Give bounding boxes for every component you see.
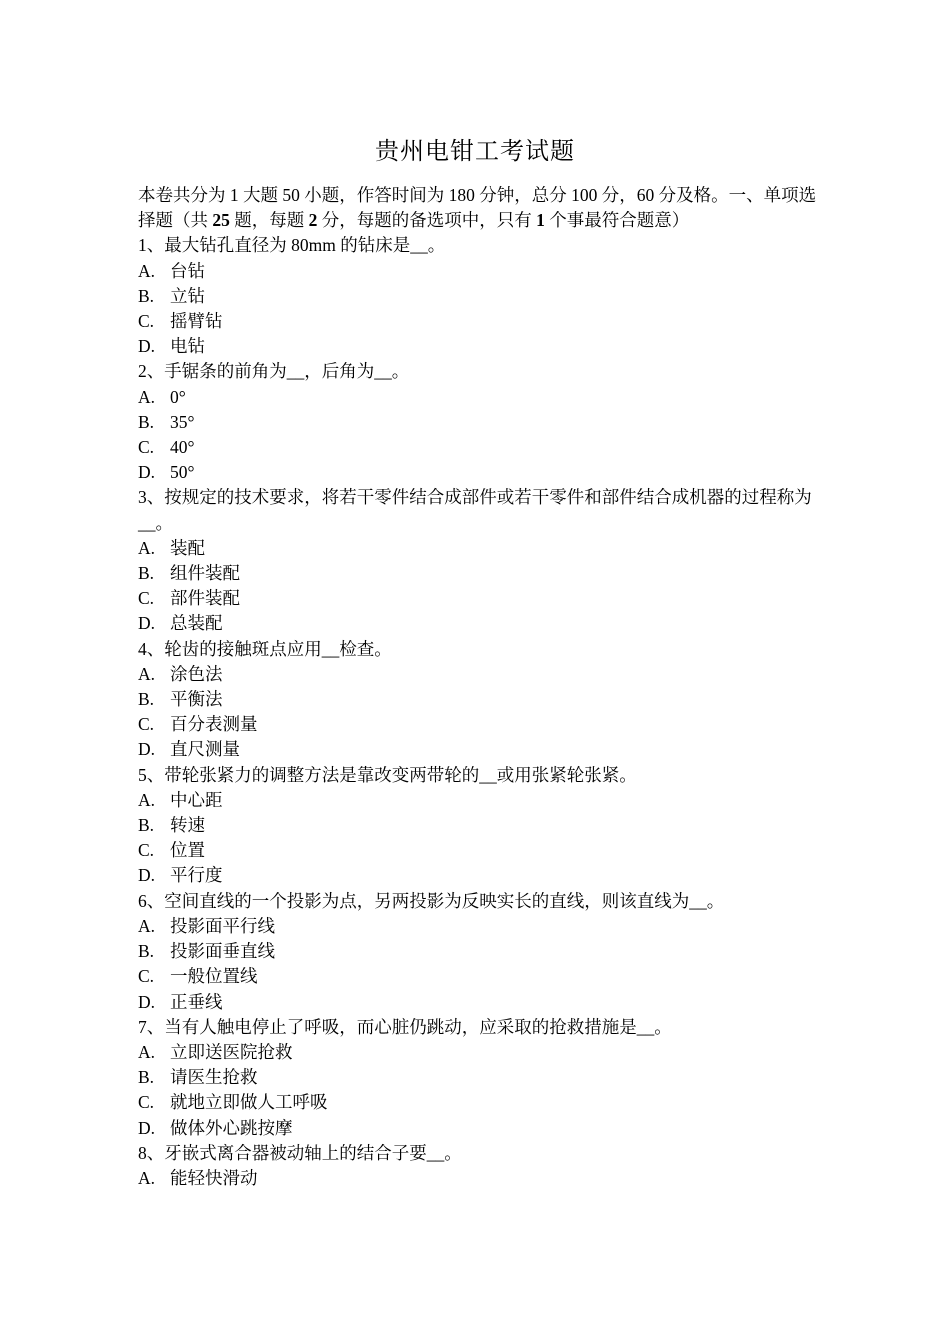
option-text: 组件装配 (170, 563, 240, 584)
question-block (138, 889, 818, 1015)
document-body (138, 183, 818, 1191)
option-letter: B. (138, 689, 155, 710)
option-text: 部件装配 (170, 588, 240, 609)
question-block (138, 233, 818, 359)
answer-option (138, 1116, 818, 1141)
answer-option (138, 1090, 818, 1115)
option-letter: D. (138, 991, 156, 1012)
option-text: 立钻 (170, 285, 205, 306)
option-text: 摇臂钻 (170, 311, 223, 332)
option-text: 立即送医院抢救 (170, 1041, 293, 1062)
question-block (138, 359, 818, 485)
answer-option (138, 914, 818, 939)
option-text: 0° (170, 386, 186, 407)
answer-option (138, 838, 818, 863)
answer-option (138, 586, 818, 611)
question-text: 8、牙嵌式离合器被动轴上的结合子要__。 (138, 1142, 462, 1163)
option-letter: C. (138, 966, 155, 987)
option-letter: B. (138, 563, 155, 584)
answer-option (138, 435, 818, 460)
intro-text-3: 分，每题的备选项中，只有 (317, 210, 537, 231)
intro-text-1: 本卷共分为 1 大题 50 小题，作答时间为 180 分钟，总分 100 分，60 分及格。一、单项选择题（共 (138, 185, 817, 231)
option-letter: A. (138, 537, 156, 558)
answer-option (138, 813, 818, 838)
option-letter: D. (138, 1117, 156, 1138)
answer-option (138, 788, 818, 813)
option-text: 平衡法 (170, 689, 223, 710)
question-block (138, 637, 818, 763)
answer-option (138, 460, 818, 485)
option-letter: B. (138, 285, 155, 306)
answer-option (138, 385, 818, 410)
question-text: 4、轮齿的接触斑点应用__检查。 (138, 638, 392, 659)
option-letter: D. (138, 336, 156, 357)
option-letter: C. (138, 714, 155, 735)
answer-option (138, 990, 818, 1015)
answer-option (138, 964, 818, 989)
exam-instructions (138, 183, 818, 233)
option-letter: C. (138, 588, 155, 609)
option-text: 平行度 (170, 865, 223, 886)
question-score: 2 (308, 210, 318, 231)
correct-option-count: 1 (536, 210, 545, 231)
option-text: 涂色法 (170, 663, 223, 684)
option-text: 做体外心跳按摩 (170, 1117, 293, 1138)
question-text: 2、手锯条的前角为__，后角为__。 (138, 361, 410, 382)
option-letter: C. (138, 437, 155, 458)
option-text: 直尺测量 (170, 739, 240, 760)
option-letter: C. (138, 840, 155, 861)
option-text: 百分表测量 (170, 714, 258, 735)
option-letter: A. (138, 1041, 156, 1062)
answer-option (138, 334, 818, 359)
option-letter: A. (138, 386, 156, 407)
answer-option (138, 712, 818, 737)
question-text: 5、带轮张紧力的调整方法是靠改变两带轮的__或用张紧轮张紧。 (138, 764, 637, 785)
answer-option (138, 536, 818, 561)
option-text: 投影面平行线 (170, 915, 275, 936)
answer-option (138, 284, 818, 309)
option-letter: D. (138, 462, 156, 483)
option-text: 中心距 (170, 789, 223, 810)
option-text: 电钻 (170, 336, 205, 357)
answer-option (138, 259, 818, 284)
option-letter: D. (138, 739, 156, 760)
question-text: 1、最大钻孔直径为 80mm 的钻床是__。 (138, 235, 446, 256)
option-letter: A. (138, 1167, 156, 1188)
answer-option (138, 309, 818, 334)
option-text: 转速 (170, 815, 205, 836)
answer-option (138, 1040, 818, 1065)
option-text: 就地立即做人工呼吸 (170, 1092, 328, 1113)
question-block (138, 763, 818, 889)
question-block (138, 1141, 818, 1191)
option-letter: A. (138, 663, 156, 684)
question-block (138, 1015, 818, 1141)
answer-option (138, 687, 818, 712)
answer-option (138, 1166, 818, 1191)
intro-text-2: 题，每题 (229, 210, 309, 231)
option-text: 请医生抢救 (170, 1067, 258, 1088)
option-letter: B. (138, 941, 155, 962)
option-letter: B. (138, 1067, 155, 1088)
option-text: 台钻 (170, 260, 205, 281)
option-text: 能轻快滑动 (170, 1167, 258, 1188)
option-letter: C. (138, 1092, 155, 1113)
option-text: 装配 (170, 537, 205, 558)
option-letter: D. (138, 613, 156, 634)
option-letter: A. (138, 260, 156, 281)
answer-option (138, 939, 818, 964)
question-text: 3、按规定的技术要求，将若干零件结合成部件或若干零件和部件结合成机器的过程称为__。 (138, 487, 812, 533)
option-text: 40° (170, 437, 195, 458)
answer-option (138, 863, 818, 888)
option-letter: A. (138, 915, 156, 936)
option-text: 一般位置线 (170, 966, 258, 987)
answer-option (138, 737, 818, 762)
option-text: 正垂线 (170, 991, 223, 1012)
answer-option (138, 561, 818, 586)
intro-text-4: 个事最符合题意） (544, 210, 690, 231)
option-letter: B. (138, 815, 155, 836)
answer-option (138, 611, 818, 636)
question-text: 7、当有人触电停止了呼吸，而心脏仍跳动，应采取的抢救措施是__。 (138, 1016, 672, 1037)
option-letter: D. (138, 865, 156, 886)
option-text: 位置 (170, 840, 205, 861)
question-count: 25 (212, 210, 230, 231)
option-letter: C. (138, 311, 155, 332)
question-list (138, 233, 818, 1191)
question-text: 6、空间直线的一个投影为点，另两投影为反映实长的直线，则该直线为__。 (138, 890, 725, 911)
answer-option (138, 1065, 818, 1090)
question-block (138, 485, 818, 636)
answer-option (138, 662, 818, 687)
document-title: 贵州电钳工考试题 (375, 139, 575, 165)
option-text: 投影面垂直线 (170, 941, 275, 962)
answer-option (138, 410, 818, 435)
option-text: 50° (170, 462, 195, 483)
option-letter: B. (138, 411, 155, 432)
option-letter: A. (138, 789, 156, 810)
option-text: 35° (170, 411, 195, 432)
option-text: 总装配 (170, 613, 223, 634)
